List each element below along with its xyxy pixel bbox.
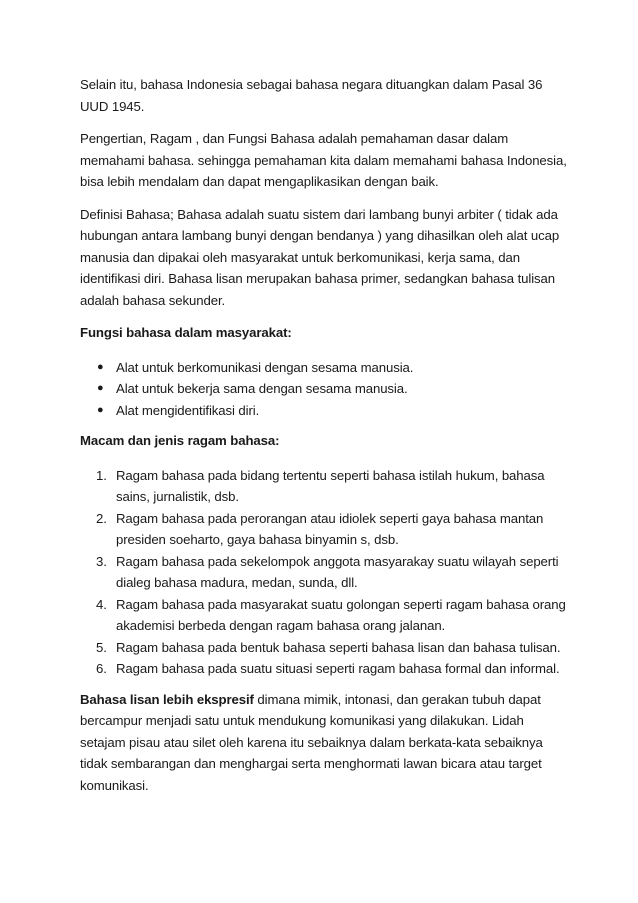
- fungsi-list: [80, 357, 570, 422]
- list-item: 4. Ragam bahasa pada masyarakat suatu golongan seperti ragam bahasa orang akademisi berbeda dengan ragam bahasa orang jalanan.: [96, 596, 566, 633]
- list-item: ● Alat untuk bekerja sama dengan sesama manusia.: [116, 378, 570, 400]
- list-item: 5. Ragam bahasa pada bentuk bahasa seperti bahasa lisan dan bahasa tulisan.: [96, 639, 561, 655]
- list-item: 1. Ragam bahasa pada bidang tertentu seperti bahasa istilah hukum, bahasa sains, jurnalistik, dsb.: [96, 467, 545, 504]
- list-item: ● Alat mengidentifikasi diri.: [116, 400, 570, 422]
- bullet-icon: ●: [97, 403, 104, 416]
- lead-text: Bahasa lisan lebih ekspresif: [80, 691, 254, 707]
- heading-ragam: Macam dan jenis ragam bahasa:: [80, 433, 280, 448]
- paragraph-pasal: Selain itu, bahasa Indonesia sebagai bahasa negara dituangkan dalam Pasal 36 UUD 1945.: [80, 77, 543, 114]
- list-item: ● Alat untuk berkomunikasi dengan sesama manusia.: [116, 357, 570, 379]
- list-item: 2. Ragam bahasa pada perorangan atau idiolek seperti gaya bahasa mantan presiden soeharto, gaya bahasa binyamin s, dsb.: [96, 510, 544, 547]
- heading-fungsi: Fungsi bahasa dalam masyarakat:: [80, 325, 292, 340]
- bullet-icon: ●: [97, 382, 104, 394]
- list-item: 3. Ragam bahasa pada sekelompok anggota masyarakay suatu wilayah seperti dialeg bahasa madura, medan, sunda, dll.: [96, 553, 559, 590]
- paragraph-definisi: Definisi Bahasa; Bahasa adalah suatu sistem dari lambang bunyi arbiter ( tidak ada hubungan antara lambang bunyi dengan bendanya ) yang dihasilkan oleh alat ucap manusia dan dipakai oleh masyarakat untuk berkomunikasi, kerja sama, dan identifikasi diri. Bahasa lisan merupakan bahasa primer, sedangkan bahasa tulisan adalah bahasa sekunder.: [80, 206, 560, 308]
- paragraph-pengertian: Pengertian, Ragam , dan Fungsi Bahasa adalah pemahaman dasar dalam memahami bahasa. sehingga pemahaman kita dalam memahami bahasa Indonesia, bisa lebih mendalam dan dapat mengaplikasikan dengan baik.: [80, 131, 567, 189]
- paragraph-lisan: Bahasa lisan lebih ekspresif dimana mimik, intonasi, dan gerakan tubuh dapat bercampur menjadi satu untuk mendukung komunikasi yang dilakukan. Lidah setajam pisau atau silet oleh karena itu sebaiknya dalam berkata-kata sebaiknya tidak sembarangan dan menghargai serta menghormati lawan bicara atau target komunikasi.: [80, 691, 543, 793]
- list-item: 6. Ragam bahasa pada suatu situasi seperti ragam bahasa formal dan informal.: [96, 661, 560, 676]
- ragam-list: [80, 465, 570, 680]
- document-body: [80, 74, 570, 807]
- bullet-icon: ●: [97, 360, 104, 373]
